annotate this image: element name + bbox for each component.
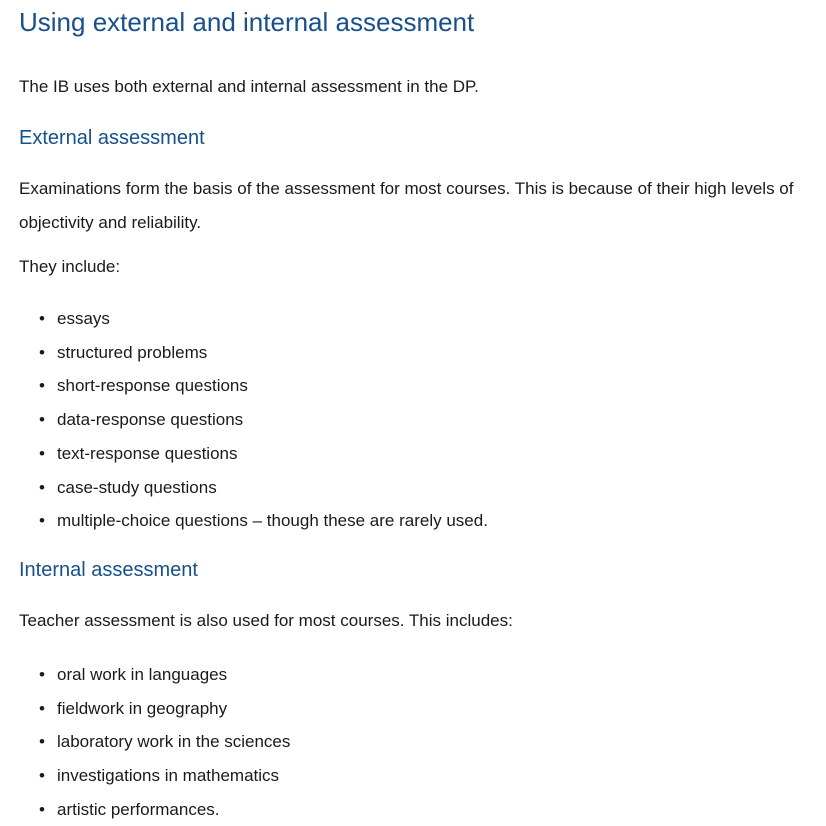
list-item xyxy=(19,302,826,336)
intro-paragraph: The IB uses both external and internal assessment in the DP. xyxy=(19,77,479,96)
list-item-text: multiple-choice questions – though these are rarely used. xyxy=(57,511,488,531)
list-item-text: oral work in languages xyxy=(57,664,228,684)
list-item xyxy=(19,403,826,437)
list-item xyxy=(19,437,826,471)
list-item xyxy=(19,793,826,826)
list-item xyxy=(19,369,826,403)
list-item-text: structured problems xyxy=(57,342,208,362)
list-item-text: text-response questions xyxy=(57,443,238,463)
external-assessment-paragraph: Examinations form the basis of the assessment for most courses. This is because of their high levels of objectivity and reliability. xyxy=(19,179,794,232)
list-item xyxy=(19,658,826,692)
bullet-icon: • xyxy=(39,443,45,463)
page-title: Using external and internal assessment xyxy=(19,7,475,37)
list-item-text: short-response questions xyxy=(57,376,248,396)
list-item xyxy=(19,759,826,793)
list-item xyxy=(19,725,826,759)
external-list-lead: They include: xyxy=(19,257,121,276)
internal-assessment-paragraph: Teacher assessment is also used for most courses. This includes: xyxy=(19,610,513,630)
bullet-icon: • xyxy=(39,799,45,819)
internal-assessment-list xyxy=(19,658,826,826)
bullet-icon: • xyxy=(39,342,45,362)
bullet-icon: • xyxy=(39,766,45,786)
bullet-icon: • xyxy=(39,664,45,684)
external-assessment-list xyxy=(19,302,826,538)
bullet-icon: • xyxy=(39,732,45,752)
external-assessment-heading: External assessment xyxy=(19,127,205,149)
list-item-text: case-study questions xyxy=(57,477,217,497)
internal-assessment-heading: Internal assessment xyxy=(19,558,198,581)
bullet-icon: • xyxy=(39,410,45,430)
list-item xyxy=(19,504,826,538)
bullet-icon: • xyxy=(39,698,45,718)
bullet-icon: • xyxy=(39,376,45,396)
bullet-icon: • xyxy=(39,309,45,328)
list-item-text: artistic performances. xyxy=(57,799,220,819)
list-item-text: investigations in mathematics xyxy=(57,766,280,786)
bullet-icon: • xyxy=(39,477,45,497)
list-item-text: laboratory work in the sciences xyxy=(57,732,291,752)
list-item-text: fieldwork in geography xyxy=(57,698,228,718)
bullet-icon: • xyxy=(39,511,45,531)
list-item-text: data-response questions xyxy=(57,410,244,430)
list-item-text: essays xyxy=(57,309,110,328)
list-item xyxy=(19,692,826,726)
list-item xyxy=(19,471,826,505)
list-item xyxy=(19,336,826,370)
